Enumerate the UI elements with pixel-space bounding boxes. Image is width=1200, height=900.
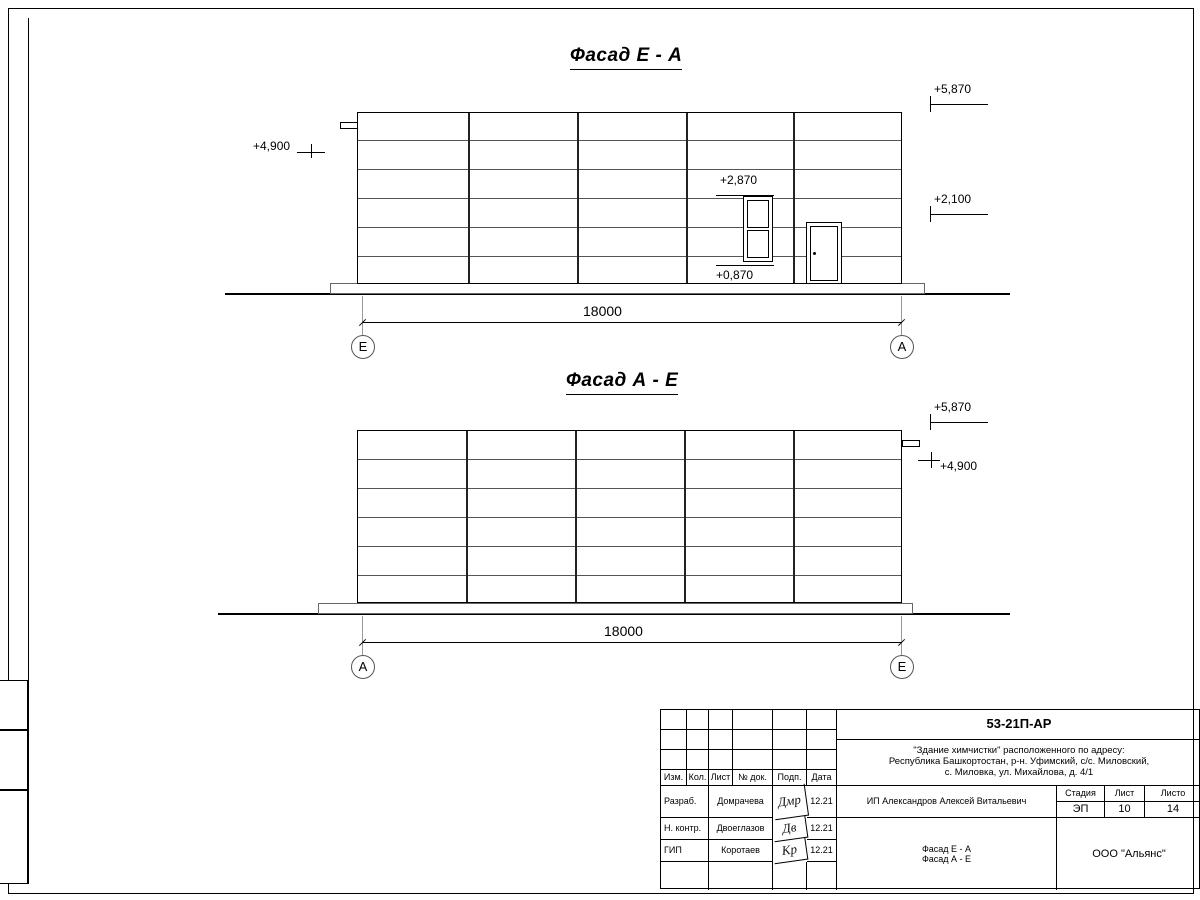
signature-razrab: Дмр xyxy=(771,784,809,820)
object-title-line-3: с. Миловка, ул. Михайлова, д. 4/1 xyxy=(944,766,1094,778)
role-razrab: Разраб. xyxy=(661,786,709,818)
panel-joint-h xyxy=(358,546,901,547)
rev-blank xyxy=(661,862,709,890)
plinth-2 xyxy=(318,603,913,614)
name-nkontr: Двоеглазов xyxy=(709,818,773,840)
axis-bubble-left-1: Е xyxy=(351,335,375,359)
drawing-name-line-1: Фасад Е - А xyxy=(921,843,972,854)
axis-bubble-right-1: А xyxy=(890,335,914,359)
level-line xyxy=(918,460,940,461)
rev-blank xyxy=(709,862,773,890)
level-tick xyxy=(931,452,932,468)
object-title xyxy=(837,740,1200,786)
stage-value: ЭП xyxy=(1057,802,1105,818)
level-mark-5870: +5,870 xyxy=(934,82,972,96)
rev-header-list: Лист xyxy=(709,770,733,786)
stage-header: Стадия xyxy=(1057,786,1105,802)
signature-gip: Кр xyxy=(772,838,809,865)
rev-blank xyxy=(733,750,773,770)
rev-blank xyxy=(661,750,687,770)
rev-blank xyxy=(709,750,733,770)
rev-blank xyxy=(807,710,837,730)
panel-joint-h xyxy=(358,459,901,460)
date-razrab: 12.21 xyxy=(807,786,837,818)
sheets-header: Листо xyxy=(1145,786,1200,802)
rev-blank xyxy=(773,750,807,770)
rev-blank xyxy=(687,710,709,730)
rev-blank xyxy=(709,730,733,750)
title-block xyxy=(660,709,1200,889)
dim-value-18000: 18000 xyxy=(583,303,622,319)
mullion xyxy=(466,431,468,602)
level-line xyxy=(930,422,988,423)
panel-joint-h xyxy=(358,517,901,518)
panel-joint-h xyxy=(358,575,901,576)
drawing-name-line-2: Фасад А - Е xyxy=(921,854,972,864)
rev-blank xyxy=(807,862,837,890)
drawing-code: 53-21П-АР xyxy=(837,710,1200,740)
drawing-name xyxy=(837,818,1057,890)
mullion xyxy=(575,431,577,602)
rev-header-podp: Подп. xyxy=(773,770,807,786)
mullion xyxy=(684,431,686,602)
margin-stub-2 xyxy=(0,730,28,790)
rev-blank xyxy=(709,710,733,730)
customer-name: ИП Александров Алексей Витальевич xyxy=(837,786,1057,818)
rev-blank xyxy=(687,750,709,770)
sheet-header: Лист xyxy=(1105,786,1145,802)
level-mark-2100: +2,100 xyxy=(934,192,972,206)
rev-blank xyxy=(687,730,709,750)
rev-header-izm: Изм. xyxy=(661,770,687,786)
date-gip: 12.21 xyxy=(807,840,837,862)
sheet-value: 10 xyxy=(1105,802,1145,818)
rev-blank xyxy=(733,710,773,730)
level-tick xyxy=(930,414,931,430)
sheets-value: 14 xyxy=(1145,802,1200,818)
rev-blank xyxy=(733,730,773,750)
axis-bubble-left-2: А xyxy=(351,655,375,679)
dim-value-18000-2: 18000 xyxy=(604,623,643,639)
company-name: ООО "Альянс" xyxy=(1092,847,1166,860)
rev-header-data: Дата xyxy=(807,770,837,786)
rev-blank xyxy=(773,730,807,750)
rev-header-ndoc: № док. xyxy=(733,770,773,786)
date-nkontr: 12.21 xyxy=(807,818,837,840)
dim-extension-right xyxy=(901,616,902,656)
level-mark-2870: +2,870 xyxy=(720,173,758,187)
rev-header-kol: Кол. xyxy=(687,770,709,786)
level-mark-5870-2: +5,870 xyxy=(934,400,972,414)
rev-blank xyxy=(773,710,807,730)
level-mark-4900-2: +4,900 xyxy=(940,459,978,473)
view-title-facade-a-e: Фасад А - Е xyxy=(566,370,678,395)
object-title-line-1: "Здание химчистки" расположенного по адресу: xyxy=(913,745,1125,757)
panel-joint-h xyxy=(358,488,901,489)
rev-blank xyxy=(773,862,807,890)
rev-blank xyxy=(807,730,837,750)
signature-nkontr: Дв xyxy=(772,816,809,843)
object-title-line-2: Республика Башкортостан, р-н. Уфимский, с/с. Миловский, xyxy=(888,756,1150,768)
rev-blank xyxy=(807,750,837,770)
level-mark-4900: +4,900 xyxy=(253,139,291,153)
dim-line xyxy=(362,642,902,643)
role-nkontr: Н. контр. xyxy=(661,818,709,840)
name-gip: Коротаев xyxy=(709,840,773,862)
margin-stub-3 xyxy=(0,790,28,884)
axis-bubble-right-2: Е xyxy=(890,655,914,679)
rev-blank xyxy=(661,730,687,750)
name-razrab: Домрачева xyxy=(709,786,773,818)
level-mark-0870: +0,870 xyxy=(716,268,754,282)
dim-extension-left xyxy=(362,616,363,656)
mullion xyxy=(793,431,795,602)
role-gip: ГИП xyxy=(661,840,709,862)
rev-blank xyxy=(661,710,687,730)
view-title-facade-e-a: Фасад Е - А xyxy=(570,45,682,70)
roof-edge-tab-right-2 xyxy=(902,440,920,447)
